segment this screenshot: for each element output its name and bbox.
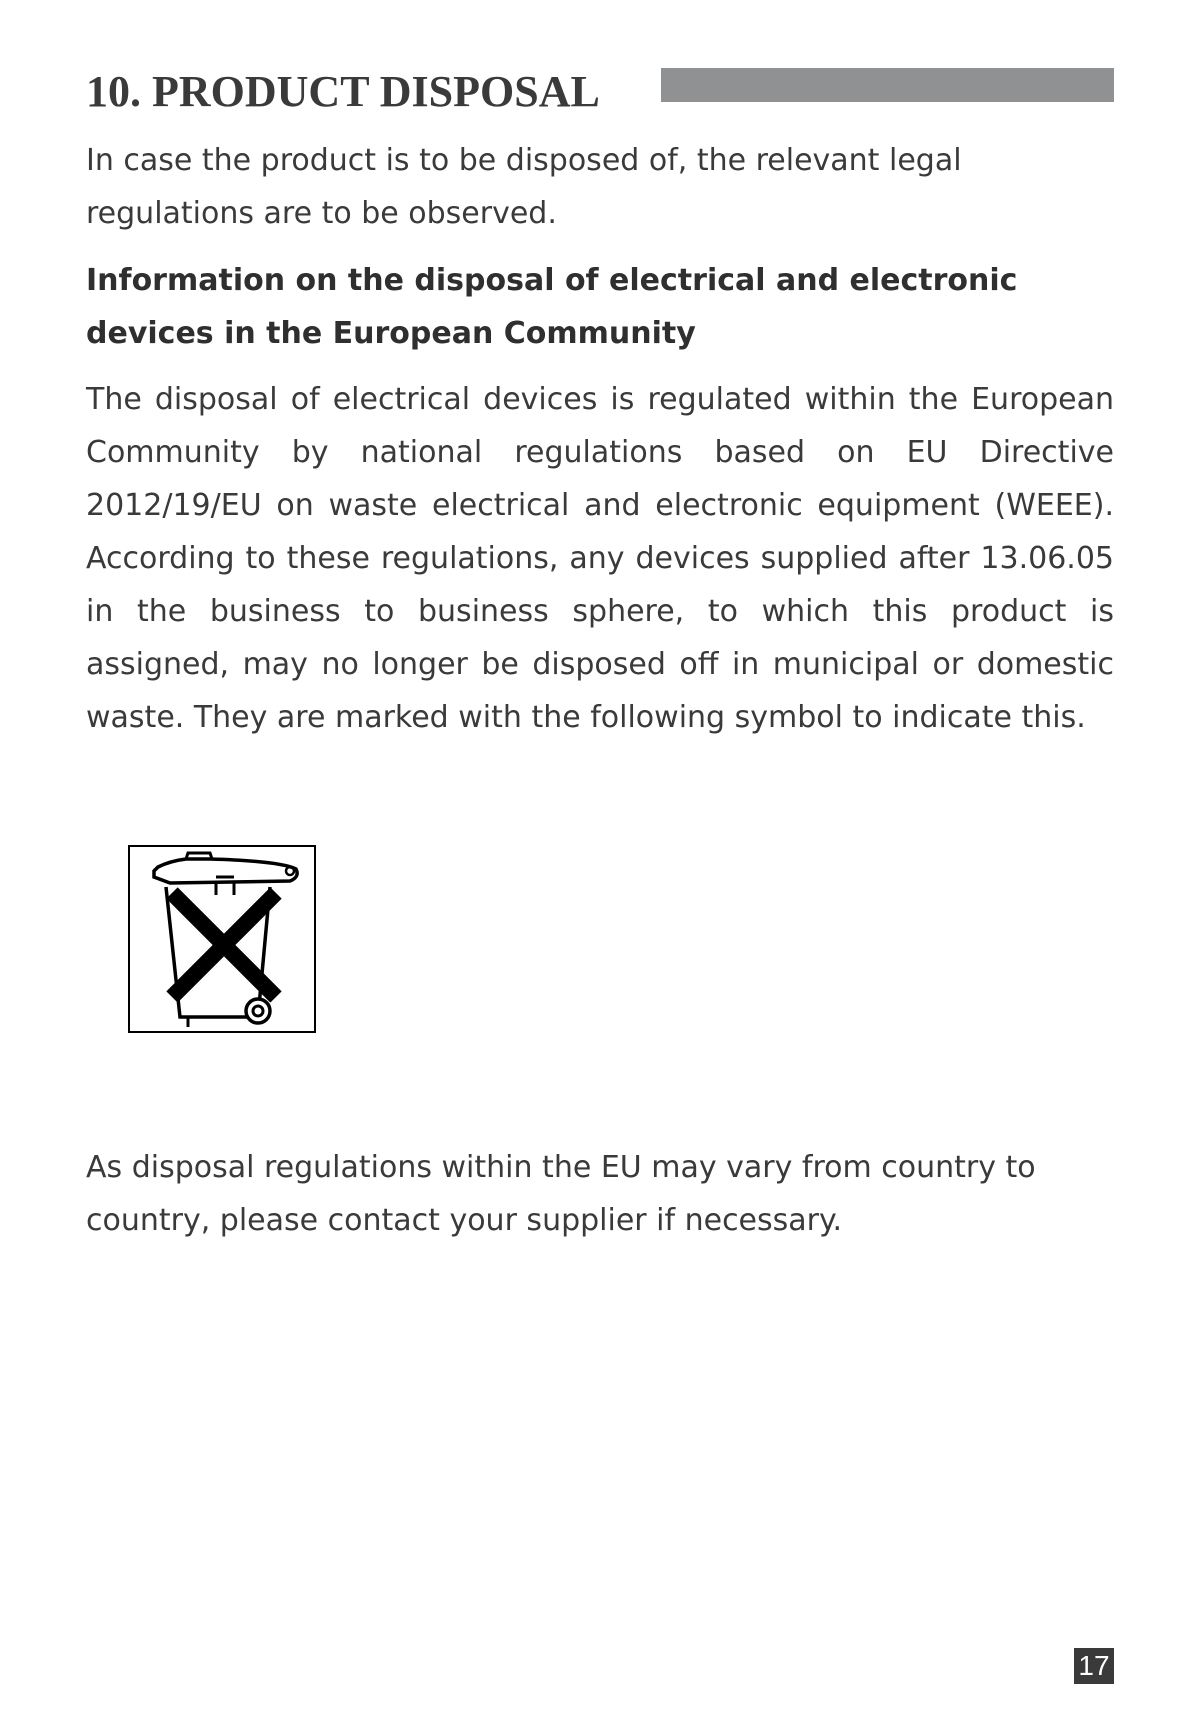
page-number: 17 bbox=[1074, 1648, 1114, 1684]
body-paragraph: The disposal of electrical devices is regulated within the European Community by national regulations based on EU Directive 2012/19/EU on waste electrical and electronic equipment (WEEE). According to these regulations, any devices supplied after 13.06.05 in the business to business sphere, to which this product is assigned, may no longer be disposed off in municipal or domestic waste. They are marked with the following symbol to indicate this. bbox=[86, 382, 1114, 735]
title-decorative-bar bbox=[661, 68, 1114, 102]
section-heading bbox=[86, 62, 1114, 122]
closing-paragraph: As disposal regulations within the EU may vary from country to country, please contact your supplier if necessary. bbox=[86, 1150, 1036, 1238]
weee-symbol bbox=[128, 845, 316, 1033]
page-title: 10. PRODUCT DISPOSAL bbox=[86, 67, 600, 116]
subheading: Information on the disposal of electrical and electronic devices in the European Community bbox=[86, 263, 1018, 351]
intro-paragraph: In case the product is to be disposed of, the relevant legal regulations are to be observed. bbox=[86, 143, 962, 231]
crossed-out-wheelie-bin-icon bbox=[130, 847, 314, 1031]
